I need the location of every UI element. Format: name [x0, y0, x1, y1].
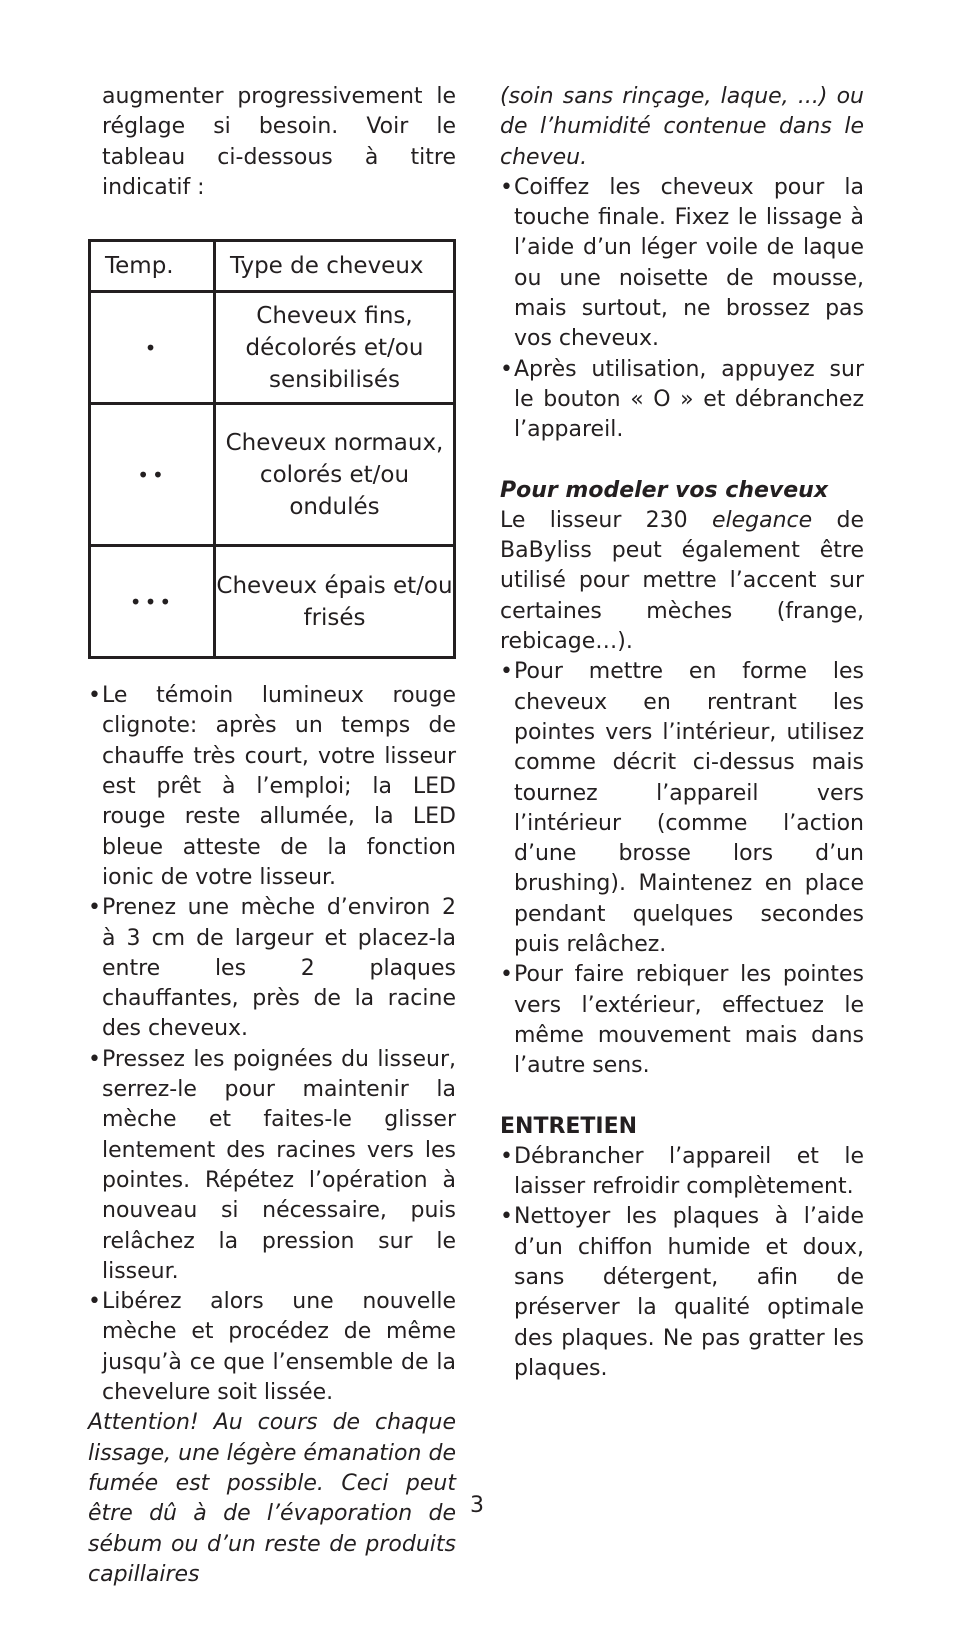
list-item	[500, 1202, 864, 1384]
list-item	[88, 681, 456, 893]
bullet-icon: •	[500, 356, 513, 382]
section-gap	[500, 446, 864, 476]
list-item-text: Le témoin lumineux rouge clignote: après un temps de chauffe très court, votre lisseur est prêt à l’emploi; la LED rouge reste allumée, la LED bleue atteste de la fonction ionic de votre lisseur.	[102, 683, 456, 890]
list-item	[500, 960, 864, 1081]
intro-paragraph: augmenter progressivement le réglage si besoin. Voir le tableau ci-dessous à titre indicatif :	[102, 84, 456, 200]
left-column	[88, 82, 456, 1590]
bullet-icon: •	[88, 1046, 101, 1072]
list-item	[88, 1287, 456, 1408]
list-item	[500, 657, 864, 960]
section-heading-modeler: Pour modeler vos cheveux	[500, 477, 829, 503]
usage-steps-list	[88, 681, 456, 1408]
table-header-type: Type de cheveux	[215, 241, 455, 292]
hair-type-cell: Cheveux normaux, colorés et/ou ondulés	[215, 404, 455, 546]
hair-type-cell: Cheveux fins, décolorés et/ou sensibilisés	[215, 292, 455, 404]
list-item-text: Après utilisation, appuyez sur le bouton « O » et débranchez l’appareil.	[514, 356, 864, 443]
temp-cell: ••	[90, 404, 215, 546]
table-header-temp: Temp.	[90, 241, 215, 292]
temp-cell: •	[90, 292, 215, 404]
attention-note: Attention! Au cours de chaque lissage, une légère émanation de fumée est possible. Ceci peut être dû à de l’évaporation de sébum ou d’un reste de produits capillaires	[88, 1410, 456, 1587]
right-column	[500, 82, 864, 1384]
bullet-icon: •	[500, 1143, 513, 1169]
attention-note-continued: (soin sans rinçage, laque, ...) ou de l’humidité contenue dans le cheveu.	[500, 84, 864, 170]
finishing-steps-list	[500, 173, 864, 446]
modeler-intro	[500, 506, 864, 657]
list-item	[500, 173, 864, 355]
section-gap	[500, 1082, 864, 1112]
bullet-icon: •	[88, 683, 101, 709]
list-item-text: Débrancher l’appareil et le laisser refroidir complètement.	[514, 1143, 864, 1200]
styling-steps-list	[500, 657, 864, 1081]
list-item-text: Prenez une mèche d’environ 2 à 3 cm de largeur et placez-la entre les 2 plaques chauffantes, près de la racine des cheveux.	[102, 895, 456, 1042]
maintenance-steps-list	[500, 1142, 864, 1384]
list-item	[88, 893, 456, 1044]
modeler-intro-start: Le lisseur 230	[500, 507, 688, 533]
table-row	[90, 546, 455, 658]
section-heading-entretien: ENTRETIEN	[500, 1113, 638, 1139]
bullet-icon: •	[500, 174, 513, 200]
bullet-icon: •	[500, 1204, 513, 1230]
modeler-intro-end: de BaByliss peut également être utilisé pour mettre l’accent sur certaines mèches (frange, rebicage…).	[500, 507, 864, 655]
page-number: 3	[470, 1493, 484, 1518]
table-header-row	[90, 241, 455, 292]
list-item-text: Pressez les poignées du lisseur, serrez-le pour maintenir la mèche et faites-le glisser lentement des racines vers les pointes. Répétez l’opération à nouveau si nécessaire, puis relâchez la pression sur le lisseur.	[102, 1046, 456, 1284]
bullet-icon: •	[88, 895, 101, 921]
bullet-icon: •	[500, 659, 513, 685]
product-name: elegance	[711, 507, 813, 533]
list-item-text: Pour mettre en forme les cheveux en rentrant les pointes vers l’intérieur, utilisez comme décrit ci-dessus mais tournez l’appareil vers l’intérieur (comme l’action d’une brosse lors d’un brushing). Maintenez en place pendant quelques secondes puis relâchez.	[514, 659, 864, 958]
list-item-text: Nettoyer les plaques à l’aide d’un chiffon humide et doux, sans détergent, afin de préserver la qualité optimale des plaques. Ne pas gratter les plaques.	[514, 1204, 864, 1381]
table-row	[90, 404, 455, 546]
temperature-table	[88, 239, 456, 659]
hair-type-cell: Cheveux épais et/ou frisés	[215, 546, 455, 658]
bullet-icon: •	[500, 962, 513, 988]
table-row	[90, 292, 455, 404]
list-item	[88, 1045, 456, 1287]
list-item-text: Pour faire rebiquer les pointes vers l’extérieur, effectuez le même mouvement mais dans l’autre sens.	[514, 962, 864, 1079]
list-item	[500, 1142, 864, 1203]
list-item-text: Libérez alors une nouvelle mèche et procédez de même jusqu’à ce que l’ensemble de la chevelure soit lissée.	[102, 1289, 456, 1406]
bullet-icon: •	[88, 1289, 101, 1315]
list-item	[500, 355, 864, 446]
temp-cell: •••	[90, 546, 215, 658]
list-item-text: Coiffez les cheveux pour la touche finale. Fixez le lissage à l’aide d’un léger voile de laque ou une noisette de mousse, mais surtout, ne brossez pas vos cheveux.	[514, 174, 864, 352]
